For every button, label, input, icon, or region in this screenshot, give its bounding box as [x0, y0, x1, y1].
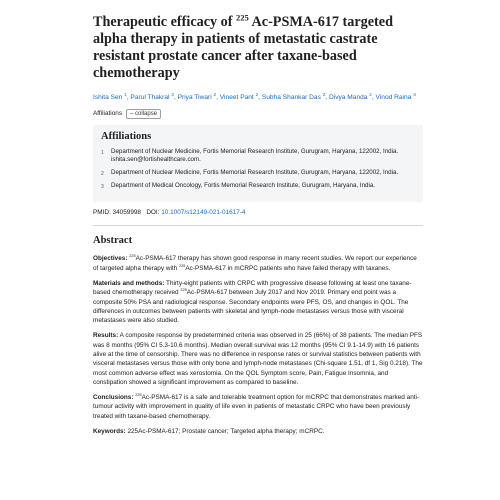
abstract-results: Results: A composite response by predetermined criteria was observed in 25 (66%) of 38 patients. The median PFS was 8 months (95% CI 5.3-10.6 months). Median overall survival was 12 months (95% CI 9.1-14.9) with 16 patients alive at the time of censorship. There was no difference in response rates or survival statistics between patients with visceral metastases versus those with only bone and lymph-node metastases (Chi-square 1.51, df 1, Sig 0.218). The most common adverse effect was xerostomia. On the QOL Symptom score, Pain, Fatigue Insomnia, and constipation showed a significant improvement as compared to baseline. [93, 332, 423, 386]
abstract-conclusions: Conclusions: $^{225}$Ac-PSMA-617 is a safe and tolerable treatment option for mCRPC that demonstrates marked anti-tumour activity with improvement in quality of life even in patients of metastatic CRPC who have been previously treated with taxane-based chemotherapy. [93, 393, 420, 420]
affiliations-toggle [93, 109, 423, 119]
affiliations-toggle-label: Affiliations [93, 110, 123, 118]
doi-link[interactable]: 10.1007/s12149-021-01617-4 [161, 209, 246, 217]
author-list: Ishita Sen $^1$, Parul Thakral $^2$, Priya Tiwari $^2$, Vineet Pant $^2$, Subha Shankar Das $^2$, Divya Manda $^2$, Vinod Raina $^3$ [93, 92, 416, 102]
affiliation-item [101, 148, 415, 165]
abstract-heading: Abstract [93, 235, 133, 247]
affiliations-heading: Affiliations [101, 130, 152, 142]
collapse-affiliations-button[interactable]: – collapse [126, 109, 161, 119]
abstract-methods: Materials and methods: Thirty-eight patients with CRPC with progressive disease following at least one taxane-based chemotherapy received $^{225}$Ac-PSMA-617 between July 2017 and Nov 2019. Primary end point was a composite 50% PSA and radiological response. Secondary endpoints were PFS, OS, and changes in QOL. The differences in outcomes between patients with skeletal and lymph-node metastases versus those with visceral metastases were also studied. [93, 279, 412, 325]
section-divider [93, 225, 423, 226]
affiliations-panel [93, 125, 423, 203]
abstract-keywords: Keywords: 225Ac-PSMA-617; Prostate cancer; Targeted alpha therapy; mCRPC. [93, 428, 325, 436]
affiliation-item [101, 182, 415, 191]
affiliation-text: Department of Nuclear Medicine, Fortis Memorial Research Institute, Gurugram, Haryana, 122002, India. [111, 168, 399, 176]
doi-label: DOI: [146, 209, 160, 217]
affiliation-number: 1 [101, 149, 104, 156]
author-link[interactable]: Vinod Raina $^3$ [375, 92, 416, 102]
author-link[interactable]: Priya Tiwari $^2$ [177, 92, 217, 102]
abstract-objectives: Objectives: $^{225}$Ac-PSMA-617 therapy has shown good response in many recent studies. We report our experience of targeted alpha therapy with $^{225}$Ac-PSMA-617 in mCRPC patients who have failed therapy with taxanes. [93, 254, 417, 272]
author-link[interactable]: Parul Thakral $^2$ [130, 92, 174, 102]
affiliation-text: Department of Nuclear Medicine, Fortis Memorial Research Institute, Gurugram, Haryana, 122002, India. ishita.sen@fortishealthcare.com. [111, 147, 399, 164]
affiliation-text: Department of Medical Oncology, Fortis Memorial Research Institute, Gurugram, Haryana, India. [111, 181, 375, 189]
author-link[interactable]: Ishita Sen $^1$ [93, 92, 127, 102]
pmid-value: 34059998 [112, 209, 141, 217]
article-title: Therapeutic efficacy of $^{225}$ Ac-PSMA-617 targeted alpha therapy in patients of metastatic castrate resistant prostate cancer after taxane-based chemotherapy [93, 12, 393, 81]
affiliation-item [101, 169, 415, 178]
author-link[interactable]: Vineet Pant $^2$ [219, 92, 259, 102]
article [93, 14, 423, 442]
article-identifiers [93, 209, 423, 216]
pmid-label: PMID: [93, 209, 111, 217]
abstract-body [93, 254, 423, 436]
affiliation-number: 2 [101, 170, 104, 177]
author-link[interactable]: Subha Shankar Das $^2$ [261, 92, 326, 102]
author-link[interactable]: Divya Manda $^2$ [328, 92, 372, 102]
affiliation-number: 3 [101, 183, 104, 190]
